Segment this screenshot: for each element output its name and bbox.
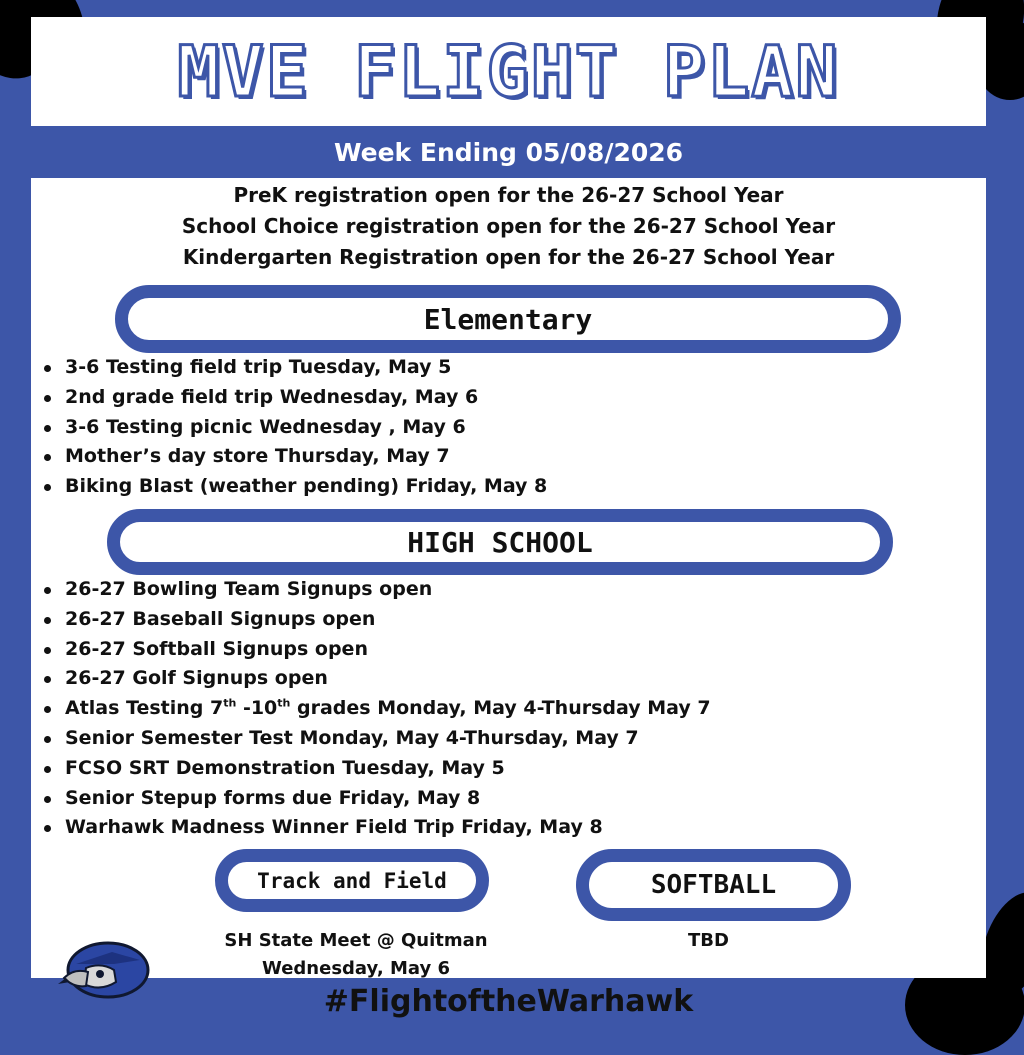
list-item: Mother’s day store Thursday, May 7 <box>31 442 547 472</box>
week-ending-label: Week Ending 05/08/2026 <box>333 137 684 167</box>
registration-notice: PreK registration open for the 26-27 School Year <box>233 183 784 207</box>
list-item: Warhawk Madness Winner Field Trip Friday, May 8 <box>31 813 711 843</box>
footer-hashtag: #FlightoftheWarhawk <box>323 983 694 1019</box>
week-ending-bar <box>31 126 986 178</box>
elementary-heading-pill <box>115 285 901 353</box>
registration-notices <box>31 180 986 273</box>
superscript-ordinal: th <box>277 696 291 710</box>
high-school-heading: HIGH SCHOOL <box>407 525 593 559</box>
list-item: Senior Stepup forms due Friday, May 8 <box>31 784 711 814</box>
list-item-text: Atlas Testing 7 <box>65 697 224 720</box>
footer-hashtag-bar <box>31 978 986 1024</box>
softball-date: TBD <box>688 930 729 951</box>
track-and-field-event: SH State Meet @ Quitman <box>224 930 488 951</box>
list-item: 26-27 Golf Signups open <box>31 664 711 694</box>
registration-notice: School Choice registration open for the 26-27 School Year <box>181 214 836 238</box>
list-item: 2nd grade field trip Wednesday, May 6 <box>31 383 547 413</box>
softball-details <box>576 927 841 955</box>
list-item-text: grades Monday, May 4-Thursday May 7 <box>290 697 711 720</box>
list-item <box>31 694 711 724</box>
list-item: 26-27 Bowling Team Signups open <box>31 575 711 605</box>
title-banner <box>31 17 986 126</box>
high-school-list <box>31 575 711 843</box>
list-item: 26-27 Softball Signups open <box>31 635 711 665</box>
list-item: FCSO SRT Demonstration Tuesday, May 5 <box>31 754 711 784</box>
track-and-field-heading: Track and Field <box>257 868 447 893</box>
registration-notice: Kindergarten Registration open for the 26-27 School Year <box>182 245 835 269</box>
list-item: Biking Blast (weather pending) Friday, May 8 <box>31 472 547 502</box>
list-item-text: -10 <box>236 697 278 720</box>
high-school-heading-pill <box>107 509 893 575</box>
softball-heading: SOFTBALL <box>650 870 777 900</box>
list-item: 3-6 Testing field trip Tuesday, May 5 <box>31 353 547 383</box>
track-and-field-date: Wednesday, May 6 <box>262 958 450 979</box>
softball-heading-pill <box>576 849 851 921</box>
track-and-field-details <box>211 927 501 983</box>
page-title: MVE FLIGHT PLAN <box>177 30 840 113</box>
content-panel <box>31 178 986 978</box>
list-item: Senior Semester Test Monday, May 4-Thursday, May 7 <box>31 724 711 754</box>
elementary-list <box>31 353 547 502</box>
list-item: 3-6 Testing picnic Wednesday , May 6 <box>31 413 547 443</box>
list-item: 26-27 Baseball Signups open <box>31 605 711 635</box>
elementary-heading: Elementary <box>423 302 593 336</box>
superscript-ordinal: th <box>223 696 237 710</box>
track-and-field-heading-pill <box>215 849 489 912</box>
